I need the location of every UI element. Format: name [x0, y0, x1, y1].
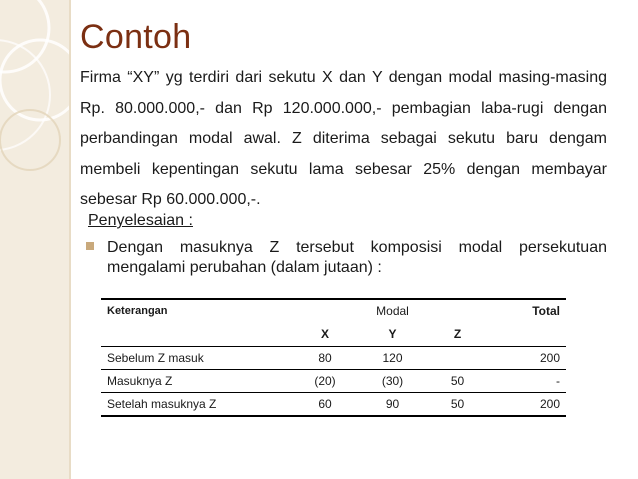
- table-subheader-row: [101, 322, 566, 347]
- row-label: Setelah masuknya Z: [101, 393, 290, 417]
- subheader-z: Z: [425, 322, 490, 347]
- problem-paragraph: Firma “XY” yg terdiri dari sekutu X dan Y dengan modal masing-masing Rp. 80.000.000,- dan Rp 120.000.000,- pembagian laba-rugi dengan perbandingan modal awal. Z diterima sebagai sekutu baru dengam membeli kepentingan sekutu lama sebesar 25% dengan membayar sebesar Rp 60.000.000,-.: [80, 69, 607, 208]
- row-label: Sebelum Z masuk: [101, 347, 290, 370]
- header-total: Total: [532, 304, 560, 318]
- row-z: [425, 347, 490, 370]
- table-header-row: [101, 299, 566, 322]
- bullet-text: Dengan masuknya Z tersebut komposisi modal persekutuan mengalami perubahan (dalam jutaan) :: [107, 239, 607, 276]
- table-row: [101, 393, 566, 417]
- row-total: 200: [490, 347, 566, 370]
- row-total: 200: [490, 393, 566, 417]
- subheader-x: X: [290, 322, 360, 347]
- header-modal: Modal: [376, 304, 409, 318]
- subheader-y: Y: [360, 322, 425, 347]
- slide-title: Contoh: [80, 18, 192, 56]
- bullet-item: [86, 238, 607, 278]
- row-z: 50: [425, 370, 490, 393]
- row-label: Masuknya Z: [101, 370, 290, 393]
- row-x: 60: [290, 393, 360, 417]
- row-z: 50: [425, 393, 490, 417]
- solution-heading: Penyelesaian :: [88, 212, 193, 229]
- row-y: (30): [360, 370, 425, 393]
- decorative-side-panel: [0, 0, 71, 479]
- header-keterangan: Keterangan: [107, 305, 168, 317]
- row-x: (20): [290, 370, 360, 393]
- row-y: 120: [360, 347, 425, 370]
- decorative-circles: [0, 0, 69, 479]
- bullet-marker-icon: [86, 242, 94, 250]
- table-row: [101, 370, 566, 393]
- row-x: 80: [290, 347, 360, 370]
- row-y: 90: [360, 393, 425, 417]
- row-total: -: [490, 370, 566, 393]
- table-row: [101, 347, 566, 370]
- capital-composition-table: [101, 298, 566, 417]
